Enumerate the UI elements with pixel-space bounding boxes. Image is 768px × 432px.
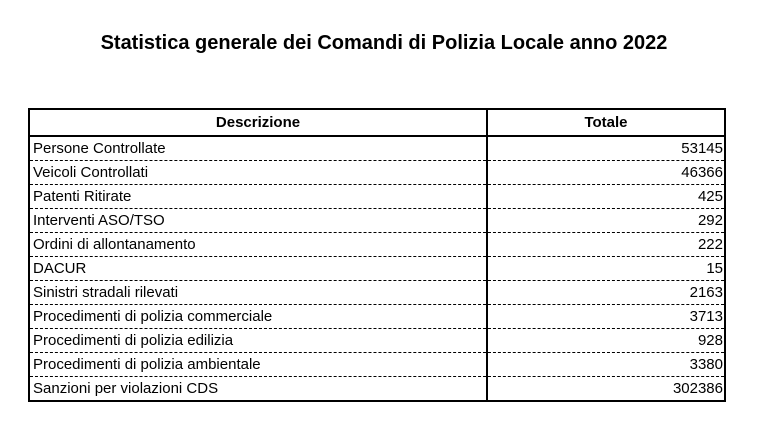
table-row [29, 136, 725, 161]
row-description: Interventi ASO/TSO [29, 209, 487, 233]
table-row [29, 281, 725, 305]
row-description: Patenti Ritirate [29, 185, 487, 209]
row-total: 2163 [487, 281, 725, 305]
table-row [29, 209, 725, 233]
row-total: 3713 [487, 305, 725, 329]
row-total: 222 [487, 233, 725, 257]
row-description: Sinistri stradali rilevati [29, 281, 487, 305]
table-header-row [29, 109, 725, 136]
table-row [29, 305, 725, 329]
row-total: 928 [487, 329, 725, 353]
row-description: Veicoli Controllati [29, 161, 487, 185]
column-header-descrizione: Descrizione [29, 109, 487, 136]
table-row [29, 377, 725, 402]
column-header-totale: Totale [487, 109, 725, 136]
table-row [29, 185, 725, 209]
table-row [29, 233, 725, 257]
row-total: 292 [487, 209, 725, 233]
page-title: Statistica generale dei Comandi di Polizia Locale anno 2022 [100, 32, 668, 54]
row-description: DACUR [29, 257, 487, 281]
table-row [29, 353, 725, 377]
row-description: Persone Controllate [29, 136, 487, 161]
table-row [29, 329, 725, 353]
row-total: 15 [487, 257, 725, 281]
row-total: 425 [487, 185, 725, 209]
row-description: Ordini di allontanamento [29, 233, 487, 257]
row-total: 46366 [487, 161, 725, 185]
row-total: 3380 [487, 353, 725, 377]
row-total: 53145 [487, 136, 725, 161]
row-total: 302386 [487, 377, 725, 402]
table-row [29, 161, 725, 185]
row-description: Sanzioni per violazioni CDS [29, 377, 487, 402]
table-row [29, 257, 725, 281]
row-description: Procedimenti di polizia ambientale [29, 353, 487, 377]
row-description: Procedimenti di polizia commerciale [29, 305, 487, 329]
row-description: Procedimenti di polizia edilizia [29, 329, 487, 353]
statistics-table [28, 108, 726, 402]
